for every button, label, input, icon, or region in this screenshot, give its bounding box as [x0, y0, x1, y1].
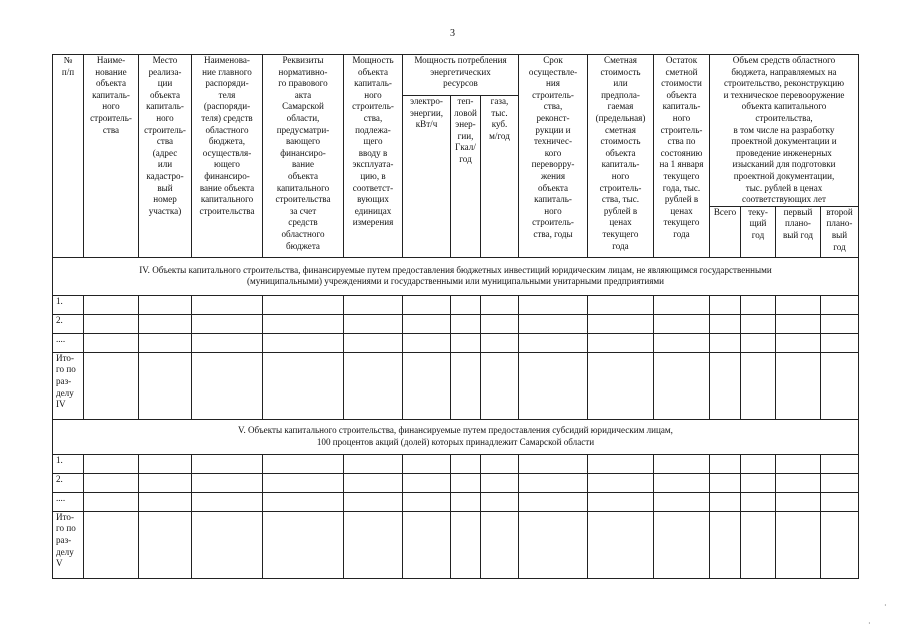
col-header-funds: Объем средств областного бюджета, направляемых на строительство, реконструкцию и техническое перевооружение объекта капитального строительства, в том числе на разработку проектной документации и проведение инженерных изысканий для подготовки проектной документации, тыс. рублей в ценах соответствующих лет	[710, 55, 859, 207]
row-number: ....	[53, 492, 84, 511]
section-heading-row	[53, 419, 859, 454]
col-header-estimated-cost: Сметная стоимость или предпола- гаемая (предельная) сметная стоимость объекта капиталь- ного строитель- ства, тыс. рублей в ценах текущего года	[588, 55, 654, 258]
col-header-deadline: Срок осуществле- ния строитель- ства, реконст- рукции и техничес- кого переворру- жения объекта капиталь- ного строитель- ства, годы	[519, 55, 588, 258]
row-number: 2.	[53, 314, 84, 333]
page-number: 3	[450, 28, 455, 39]
header-row	[53, 55, 859, 96]
col-header-energy-gas: газа, тыс. куб. м/год	[481, 96, 519, 258]
row-number: 1.	[53, 454, 84, 473]
row-number: ....	[53, 333, 84, 352]
col-header-energy-heat: теп- ловой энер- гии, Гкал/ год	[451, 96, 481, 258]
table-row	[53, 454, 859, 473]
col-header-location: Место реализа- ции объекта капиталь- ного строитель- ства (адрес или кадастро- вый номер участка)	[139, 55, 192, 258]
col-header-number: № п/п	[53, 55, 84, 258]
col-header-funds-first: первый плано- вый год	[776, 206, 821, 257]
col-header-funds-current: теку- щий год	[741, 206, 776, 257]
row-number: 2.	[53, 473, 84, 492]
table-row	[53, 295, 859, 314]
table-row	[53, 473, 859, 492]
row-number: 1.	[53, 295, 84, 314]
capital-construction-table	[52, 54, 859, 579]
col-header-budget-manager: Наименова- ние главного распоряди- теля (распоряди- теля) средств областного бюджета, осуществля- ющего финансиро- вание объекта капитального строительства	[192, 55, 263, 258]
total-row	[53, 352, 859, 419]
col-header-funds-total: Всего	[710, 206, 741, 257]
section-heading-row	[53, 257, 859, 295]
col-header-legal-act: Реквизиты нормативно- го правового акта Самарской области, предусматри- вающего финансиро- вание объекта капитального строительства за счет средств областного бюджета	[263, 55, 344, 258]
section-4-total-label: Ито- го по раз- делу IV	[53, 352, 84, 419]
total-row	[53, 511, 859, 578]
col-header-remaining-cost: Остаток сметной стоимости объекта капиталь- ного строитель- ства по состоянию на 1 января текущего года, тыс. рублей в ценах текущего года	[654, 55, 710, 258]
section-5-total-label: Ито- го по раз- делу V	[53, 511, 84, 578]
col-header-capacity: Мощность объекта капиталь- ного строитель- ства, подлежа- щего вводу в эксплуата- цию, в соответст- вующих единицах измерения	[344, 55, 403, 258]
col-header-energy-electric: электро- энергии, кВт/ч	[403, 96, 451, 258]
table-row	[53, 333, 859, 352]
scan-speck: ·	[884, 601, 887, 610]
table-row	[53, 314, 859, 333]
scan-speck: ·	[868, 619, 871, 628]
table-row	[53, 492, 859, 511]
section-4-title: IV. Объекты капитального строительства, финансируемые путем предоставления бюджетных инвестиций юридическим лицам, не являющимся государственными (муниципальными) учреждениями и государственными или муниципальными унитарными предприятиями	[53, 257, 859, 295]
col-header-energy: Мощность потребления энергетических ресурсов	[403, 55, 519, 96]
col-header-funds-second: второй плано- вый год	[821, 206, 859, 257]
col-header-object-name: Наиме- нование объекта капиталь- ного строитель- ства	[84, 55, 139, 258]
section-5-title: V. Объекты капитального строительства, финансируемые путем предоставления субсидий юридическим лицам, 100 процентов акций (долей) которых принадлежит Самарской области	[53, 419, 859, 454]
